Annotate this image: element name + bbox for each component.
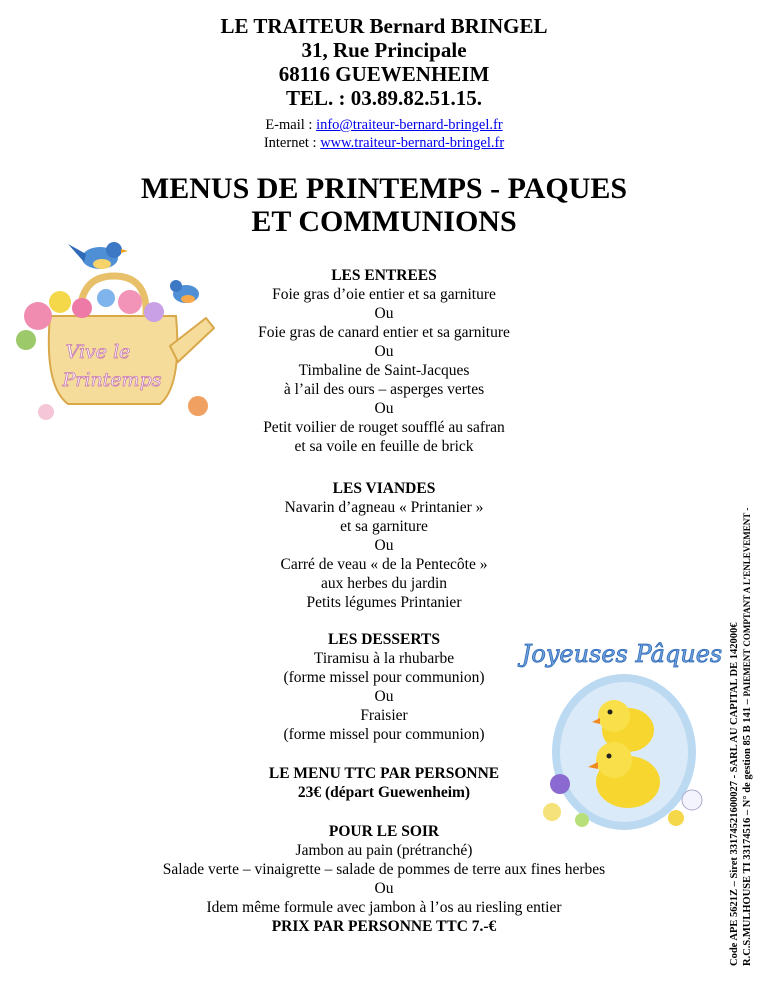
menu-price-section [110, 764, 658, 802]
title-line-1: MENUS DE PRINTEMPS - PAQUES [140, 172, 628, 205]
menu-line: Salade verte – vinaigrette – salade de pommes de terre aux fines herbes [162, 861, 606, 878]
entrees-heading: LES ENTREES [331, 267, 437, 284]
viandes-section [110, 479, 658, 612]
menu-line: (forme missel pour communion) [283, 669, 485, 686]
svg-text:Printemps: Printemps [62, 369, 162, 391]
menu-line: Petits légumes Printanier [306, 594, 462, 611]
easter-image-text: Joyeuses Pâques [521, 640, 723, 668]
menu-line: Idem même formule avec jambon à l’os au riesling entier [206, 899, 562, 916]
email-label: E-mail : [265, 117, 317, 133]
entrees-section [110, 266, 658, 456]
business-header [0, 14, 768, 110]
bluebird-icon [68, 242, 128, 269]
soir-price: PRIX PAR PERSONNE TTC 7.-€ [271, 918, 497, 935]
menu-line: Foie gras d’oie entier et sa garniture [272, 286, 496, 303]
menu-line: Ou [374, 305, 394, 322]
menu-line: Fraisier [360, 707, 408, 724]
soir-section [70, 822, 698, 936]
menu-price-heading: LE MENU TTC PAR PERSONNE [268, 765, 500, 782]
business-city: 68116 GUEWENHEIM [278, 62, 490, 86]
menu-line: (forme missel pour communion) [283, 726, 485, 743]
menu-line: Ou [374, 343, 394, 360]
menu-line: aux herbes du jardin [320, 575, 448, 592]
legal-line-1: Code APE 5621Z – Siret 33174521600027 - SARL AU CAPITAL DE 142000€ [729, 622, 740, 966]
menu-line: Tiramisu à la rhubarbe [313, 650, 455, 667]
legal-line-2: R.C.S.MULHOUSE TI 33174516 – N° de gestion 85 B 141 – [742, 699, 753, 966]
menu-line: Carré de veau « de la Pentecôte » [280, 556, 488, 573]
menu-line: Ou [374, 688, 394, 705]
viandes-heading: LES VIANDES [332, 480, 436, 497]
menu-line: et sa voile en feuille de brick [294, 438, 474, 455]
business-name: LE TRAITEUR Bernard BRINGEL [220, 14, 548, 38]
menu-line: Foie gras de canard entier et sa garniture [258, 324, 510, 341]
email-link[interactable]: info@traiteur-bernard-bringel.fr [316, 117, 503, 133]
soir-heading: POUR LE SOIR [328, 823, 440, 840]
menu-line: et sa garniture [340, 518, 428, 535]
desserts-heading: LES DESSERTS [328, 631, 440, 648]
page-title [0, 172, 768, 238]
menu-price-value: 23€ (départ Guewenheim) [297, 784, 471, 801]
web-label: Internet : [263, 135, 321, 151]
menu-line: Timbaline de Saint-Jacques [298, 362, 470, 379]
menu-line: Petit voilier de rouget soufflé au safran [263, 419, 505, 436]
business-street: 31, Rue Principale [301, 38, 467, 62]
menu-line: Navarin d’agneau « Printanier » [284, 499, 484, 516]
legal-payment-note: PAIEMENT COMPTANT A L’ENLEVEMENT - [742, 507, 752, 697]
menu-line: à l’ail des ours – asperges vertes [283, 381, 485, 398]
menu-line: Ou [374, 537, 394, 554]
title-line-2: ET COMMUNIONS [251, 205, 517, 238]
contact-block [0, 116, 768, 152]
menu-line: Ou [374, 880, 394, 897]
legal-vertical-text [728, 366, 768, 966]
web-link[interactable]: www.traiteur-bernard-bringel.fr [320, 135, 505, 151]
business-phone: TEL. : 03.89.82.51.15. [285, 86, 482, 110]
menu-line: Ou [374, 400, 394, 417]
desserts-section [110, 630, 658, 744]
menu-line: Jambon au pain (prétranché) [295, 842, 473, 859]
spring-image-text: Vive le [65, 341, 131, 363]
